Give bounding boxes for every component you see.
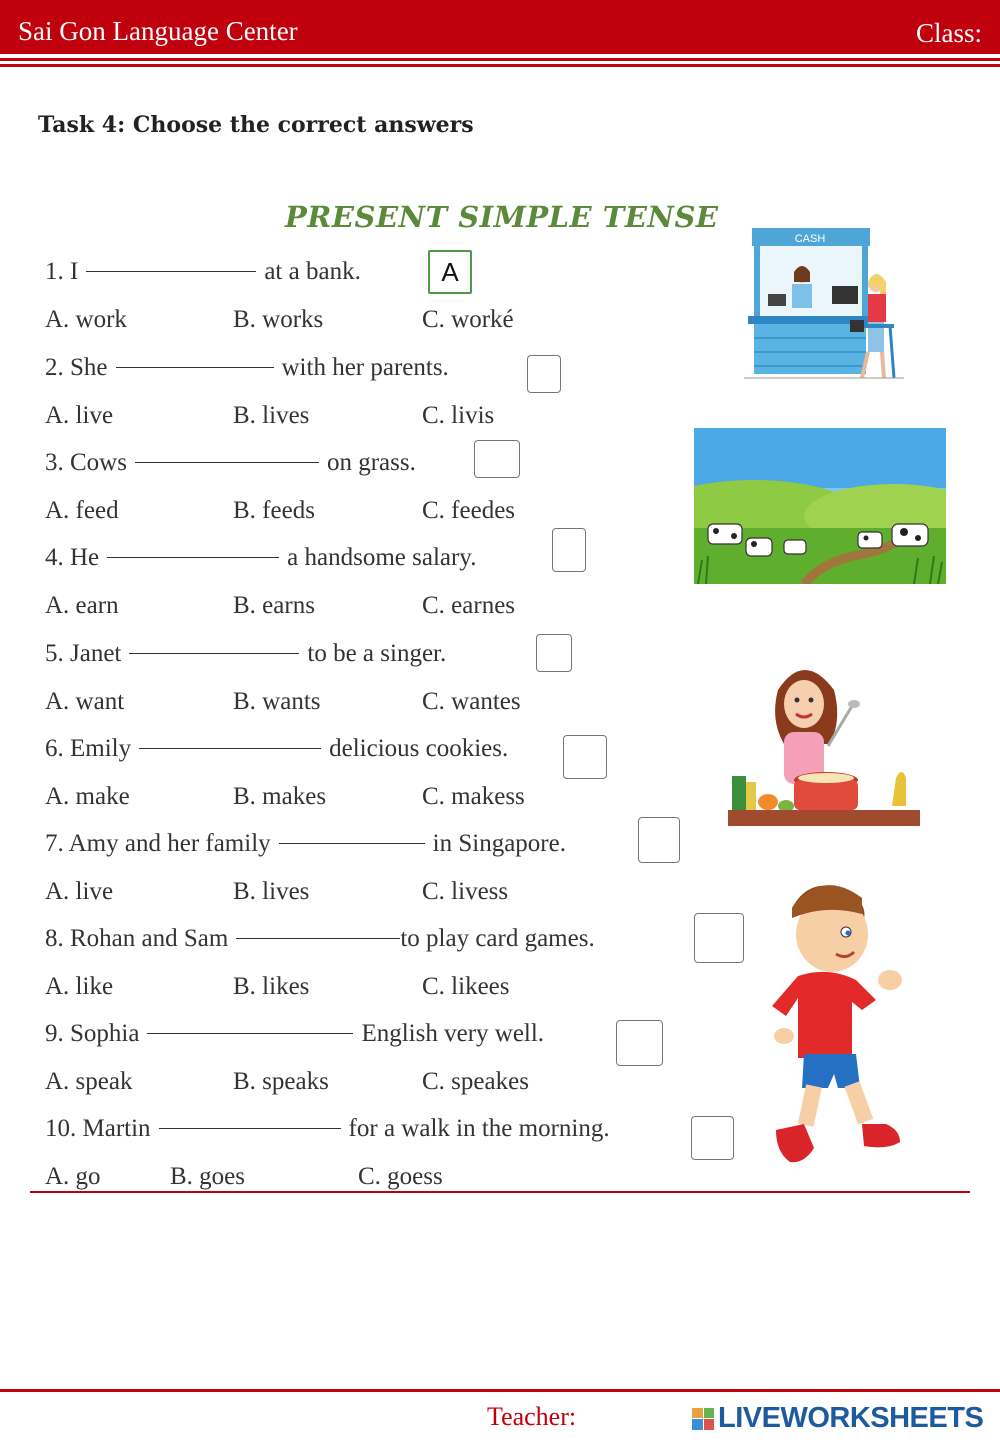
question-stem: 2. She [45,354,108,381]
question-stem: 8. Rohan and Sam [45,925,229,952]
answer-box-1[interactable]: A [428,250,472,294]
question-tail: for a walk in the morning. [348,1115,610,1142]
question-10 [45,1115,610,1143]
question-9 [45,1020,544,1048]
option-c[interactable]: C. livis [422,402,495,429]
answer-box-6[interactable] [563,735,607,779]
class-label: Class: [915,18,982,48]
answer-blank [236,938,400,939]
answer-blank [116,367,274,368]
center-name: Sai Gon Language Center [18,16,298,46]
cash-sign: CASH [794,233,826,245]
header-divider [0,64,1000,67]
option-c[interactable]: C. goess [358,1163,443,1190]
option-b[interactable]: B. makes [233,783,327,810]
question-1 [45,258,361,286]
question-tail: delicious cookies. [329,735,509,762]
question-stem: 10. Martin [45,1115,151,1142]
option-a[interactable]: A. like [45,973,114,1000]
option-c[interactable]: C. makess [422,783,525,810]
option-a[interactable]: A. make [45,783,130,810]
question-6 [45,735,508,763]
header-divider [0,58,1000,61]
question-tail: to play card games. [400,925,595,952]
answer-blank [86,271,256,272]
question-stem: 7. Amy and her family [45,830,271,857]
answer-blank [135,462,319,463]
option-a[interactable]: A. feed [45,497,119,524]
question-stem: 3. Cows [45,449,127,476]
option-b[interactable]: B. works [233,306,324,333]
liveworksheets-logo[interactable] [692,1402,983,1435]
answer-blank [159,1128,341,1129]
option-a[interactable]: A. live [45,878,114,905]
page-header [0,0,1000,54]
question-4 [45,544,476,572]
answer-blank [279,843,425,844]
question-stem: 4. He [45,544,100,571]
question-stem: 6. Emily [45,735,132,762]
option-a[interactable]: A. work [45,306,127,333]
question-2 [45,354,449,382]
option-b[interactable]: B. earns [233,592,315,619]
answer-box-3[interactable] [474,440,520,478]
question-tail: to be a singer. [307,640,447,667]
answer-box-4[interactable] [552,528,586,572]
question-8 [45,925,595,953]
teacher-label: Teacher: [487,1402,577,1431]
question-tail: a handsome salary. [287,544,477,571]
option-b[interactable]: B. feeds [233,497,315,524]
question-tail: in Singapore. [432,830,566,857]
answer-blank [107,557,279,558]
question-tail: at a bank. [264,258,361,285]
question-3 [45,449,416,477]
option-b[interactable]: B. likes [233,973,310,1000]
option-c[interactable]: C. speakes [422,1068,529,1095]
question-7 [45,830,566,858]
answer-box-8[interactable] [694,913,744,963]
option-b[interactable]: B. speaks [233,1068,329,1095]
answer-blank [147,1033,353,1034]
answer-box-5[interactable] [536,634,572,672]
woman-cooking-illustration [728,660,920,826]
task-title: Task 4: Choose the correct answers [38,112,474,138]
option-b[interactable]: B. lives [233,402,310,429]
answer-box-10[interactable] [691,1116,734,1160]
option-a[interactable]: A. live [45,402,114,429]
option-b[interactable]: B. wants [233,688,321,715]
answer-box-7[interactable] [638,817,680,863]
liveworksheets-icon [692,1408,714,1430]
question-5 [45,640,446,668]
question-stem: 5. Janet [45,640,122,667]
answer-blank [129,653,299,654]
option-c[interactable]: C. livess [422,878,509,905]
option-c[interactable]: C. feedes [422,497,516,524]
answer-box-2[interactable] [527,355,561,393]
option-a[interactable]: A. earn [45,592,119,619]
option-c[interactable]: C. likees [422,973,510,1000]
question-stem: 9. Sophia [45,1020,140,1047]
option-a[interactable]: A. go [45,1163,101,1190]
option-b[interactable]: B. lives [233,878,310,905]
question-tail: with her parents. [281,354,449,381]
question-stem: 1. I [45,258,79,285]
question-tail: on grass. [326,449,416,476]
option-c[interactable]: C. worké [422,306,514,333]
option-c[interactable]: C. earnes [422,592,516,619]
answer-box-9[interactable] [616,1020,663,1066]
worksheet-title: PRESENT SIMPLE TENSE [285,200,719,234]
option-a[interactable]: A. speak [45,1068,133,1095]
option-b[interactable]: B. goes [170,1163,245,1190]
answer-blank [139,748,321,749]
question-tail: English very well. [361,1020,545,1047]
brand-name: LIVEWORKSHEETS [718,1402,984,1434]
cows-on-grass-illustration [694,428,946,584]
footer-divider [0,1389,1000,1392]
boy-walking-illustration [768,878,910,1170]
option-a[interactable]: A. want [45,688,125,715]
bank-teller-illustration [744,228,904,382]
option-c[interactable]: C. wantes [422,688,521,715]
worksheet-bottom-rule [30,1191,970,1193]
